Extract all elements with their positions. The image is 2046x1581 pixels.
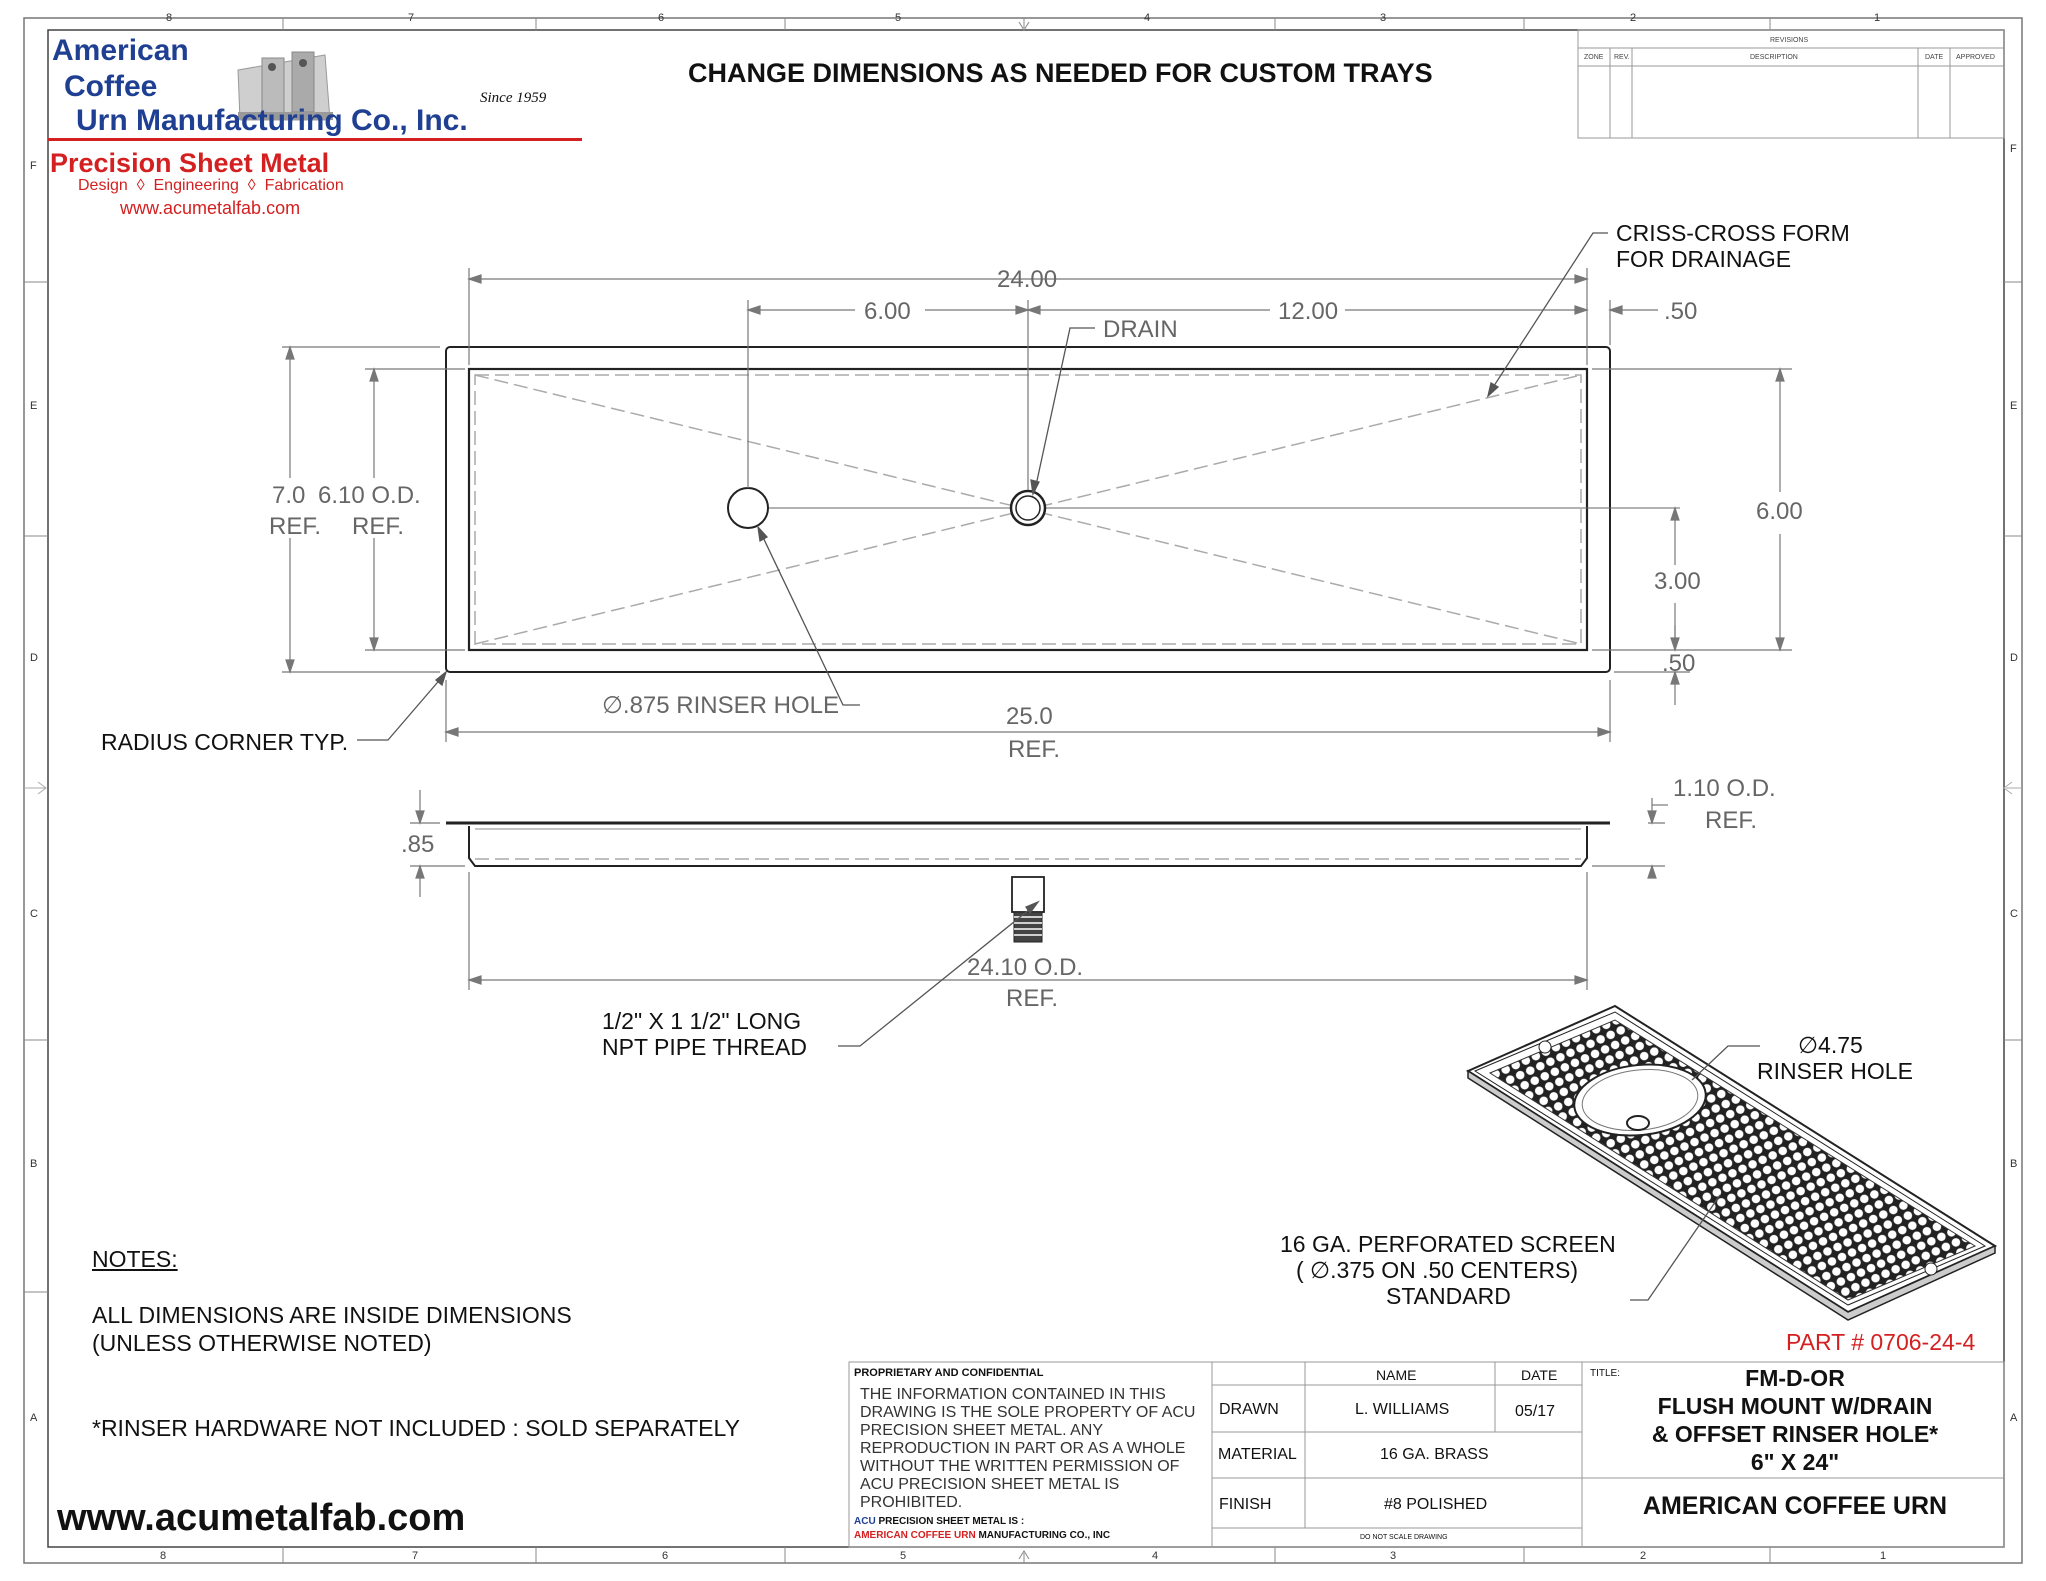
header-note: CHANGE DIMENSIONS AS NEEDED FOR CUSTOM TRAYS xyxy=(688,58,1433,88)
zone-right-b: B xyxy=(2010,1158,2018,1170)
zone-top-3: 3 xyxy=(1380,12,1387,24)
tb-material-label: MATERIAL xyxy=(1218,1446,1297,1463)
zone-top-2: 2 xyxy=(1630,12,1637,24)
tb-finish: #8 POLISHED xyxy=(1384,1496,1488,1513)
zone-right-a: A xyxy=(2010,1412,2018,1424)
dim-overall-25-ref: REF. xyxy=(1008,736,1061,763)
notes-line-2: (UNLESS OTHERWISE NOTED) xyxy=(92,1330,432,1356)
zone-left-b: B xyxy=(30,1158,38,1170)
logo-url: www.acumetalfab.com xyxy=(120,198,301,218)
zone-bottom-4: 4 xyxy=(1152,1550,1159,1562)
dim-rinser-offset: 6.00 xyxy=(864,298,911,325)
zone-right-e: E xyxy=(2010,400,2018,412)
zone-left-f: F xyxy=(30,160,37,172)
tb-drawn-date: 05/17 xyxy=(1515,1403,1556,1420)
label-thread-1: 1/2" X 1 1/2" LONG xyxy=(602,1008,802,1034)
logo-line-coffee: Coffee xyxy=(64,70,158,103)
dim-od-610-ref: REF. xyxy=(352,513,405,540)
dim-od-2410-ref: REF. xyxy=(1006,985,1059,1012)
acu-prefix: ACU xyxy=(854,1516,876,1527)
rev-col-zone: ZONE xyxy=(1584,54,1604,61)
zone-top-8: 8 xyxy=(166,12,173,24)
logo-line-american: American xyxy=(52,34,189,67)
tb-drawn-label: DRAWN xyxy=(1219,1401,1279,1418)
zone-left-c: C xyxy=(30,908,38,920)
acu-line-1 xyxy=(854,1516,1024,1527)
tb-title-2: FLUSH MOUNT W/DRAIN xyxy=(1657,1393,1933,1419)
tb-do-not-scale: DO NOT SCALE DRAWING xyxy=(1360,1534,1448,1541)
label-screen-1: 16 GA. PERFORATED SCREEN xyxy=(1280,1231,1616,1257)
zone-top-5: 5 xyxy=(895,12,902,24)
zone-bottom-8: 8 xyxy=(160,1550,167,1562)
label-crisscross-1: CRISS-CROSS FORM xyxy=(1616,220,1850,246)
dim-od-2410: 24.10 O.D. xyxy=(967,954,1084,981)
label-rinser-hole: ∅.875 RINSER HOLE xyxy=(602,692,839,719)
notes-heading: NOTES: xyxy=(92,1246,178,1272)
proprietary-heading: PROPRIETARY AND CONFIDENTIAL xyxy=(854,1367,1044,1379)
zone-bottom-2: 2 xyxy=(1640,1550,1647,1562)
logo-tagline: Precision Sheet Metal xyxy=(50,148,330,178)
zone-left-d: D xyxy=(30,652,38,664)
tb-title-label: TITLE: xyxy=(1590,1368,1621,1379)
notes-line-3: *RINSER HARDWARE NOT INCLUDED : SOLD SEPARATELY xyxy=(92,1415,740,1441)
acu-urn: URN xyxy=(954,1530,976,1541)
zone-bottom-6: 6 xyxy=(662,1550,669,1562)
notes-line-1: ALL DIMENSIONS ARE INSIDE DIMENSIONS xyxy=(92,1302,572,1328)
logo-services: Design ◊ Engineering ◊ Fabrication xyxy=(78,177,344,194)
acu-line-1-text: PRECISION SHEET METAL IS : xyxy=(878,1516,1025,1527)
tb-name-header: NAME xyxy=(1376,1367,1417,1383)
proprietary-text: THE INFORMATION CONTAINED IN THIS DRAWING IS THE SOLE PROPERTY OF ACU PRECISION SHEET METAL. ANY REPRODUCTION IN PART OR AS A WHOLE WITHOUT THE WRITTEN PERMISSION OF ACU PRECISION SHEET METAL IS PROHIBITED. xyxy=(860,1386,1196,1511)
label-iso-rinser-2: RINSER HOLE xyxy=(1757,1058,1913,1084)
zone-top-6: 6 xyxy=(658,12,665,24)
zone-top-7: 7 xyxy=(408,12,415,24)
dim-od-110-ref: REF. xyxy=(1705,807,1758,834)
label-thread-2: NPT PIPE THREAD xyxy=(602,1034,807,1060)
tb-material: 16 GA. BRASS xyxy=(1380,1446,1489,1463)
acu-american: AMERICAN xyxy=(854,1530,908,1541)
tb-date-header: DATE xyxy=(1521,1367,1558,1383)
tb-title-3: & OFFSET RINSER HOLE* xyxy=(1651,1421,1939,1447)
dim-overall-25: 25.0 xyxy=(1006,703,1053,730)
zone-top-4: 4 xyxy=(1144,12,1151,24)
zone-bottom-7: 7 xyxy=(412,1550,419,1562)
label-crisscross-2: FOR DRAINAGE xyxy=(1616,246,1792,272)
dim-depth: .85 xyxy=(401,831,435,858)
dim-ref-7: 7.0 xyxy=(272,482,306,509)
zone-right-f: F xyxy=(2010,143,2017,155)
label-iso-rinser-1: ∅4.75 xyxy=(1798,1032,1863,1058)
rev-col-description: DESCRIPTION xyxy=(1750,54,1798,61)
acu-coffee: COFFEE xyxy=(910,1530,952,1541)
part-number: PART # 0706-24-4 xyxy=(1786,1329,1976,1355)
rev-col-rev: REV. xyxy=(1614,54,1630,61)
dim-overall-width: 24.00 xyxy=(997,266,1058,293)
label-radius-corner: RADIUS CORNER TYP. xyxy=(101,729,349,755)
label-screen-3: STANDARD xyxy=(1386,1283,1511,1309)
rev-col-date: DATE xyxy=(1925,54,1944,61)
zone-bottom-3: 3 xyxy=(1390,1550,1397,1562)
dim-inside-height: 6.00 xyxy=(1756,498,1803,525)
dim-ref-7-ref: REF. xyxy=(269,513,322,540)
logo-since: Since 1959 xyxy=(480,90,547,106)
footer-url: www.acumetalfab.com xyxy=(57,1497,466,1539)
tb-title xyxy=(1586,1364,2004,1476)
revisions-title: REVISIONS xyxy=(1770,37,1809,44)
tb-finish-label: FINISH xyxy=(1219,1496,1272,1513)
tb-drawn-name: L. WILLIAMS xyxy=(1355,1401,1450,1418)
zone-right-c: C xyxy=(2010,908,2018,920)
dim-od-110: 1.10 O.D. xyxy=(1673,775,1776,802)
acu-line-2 xyxy=(854,1530,1110,1541)
acu-line-2-text: MANUFACTURING CO., INC xyxy=(978,1530,1111,1541)
rev-col-approved: APPROVED xyxy=(1956,54,1995,61)
dim-flange-bottom: .50 xyxy=(1662,650,1696,677)
label-screen-2: ( ∅.375 ON .50 CENTERS) xyxy=(1296,1257,1579,1283)
dim-flange-top: .50 xyxy=(1664,298,1698,325)
dim-od-610: 6.10 O.D. xyxy=(318,482,421,509)
label-drain: DRAIN xyxy=(1103,316,1178,343)
tb-title-4: 6" X 24" xyxy=(1750,1449,1840,1475)
tb-title-1: FM-D-OR xyxy=(1745,1365,1845,1391)
zone-right-d: D xyxy=(2010,652,2018,664)
tb-company: AMERICAN COFFEE URN xyxy=(1642,1492,1948,1520)
zone-bottom-5: 5 xyxy=(900,1550,907,1562)
logo-line-urn: Urn Manufacturing Co., Inc. xyxy=(76,104,468,137)
dim-half-height: 3.00 xyxy=(1654,568,1701,595)
zone-bottom-1: 1 xyxy=(1880,1550,1887,1562)
zone-top-1: 1 xyxy=(1874,12,1881,24)
zone-left-e: E xyxy=(30,400,38,412)
dim-drain-offset: 12.00 xyxy=(1278,298,1339,325)
zone-left-a: A xyxy=(30,1412,38,1424)
